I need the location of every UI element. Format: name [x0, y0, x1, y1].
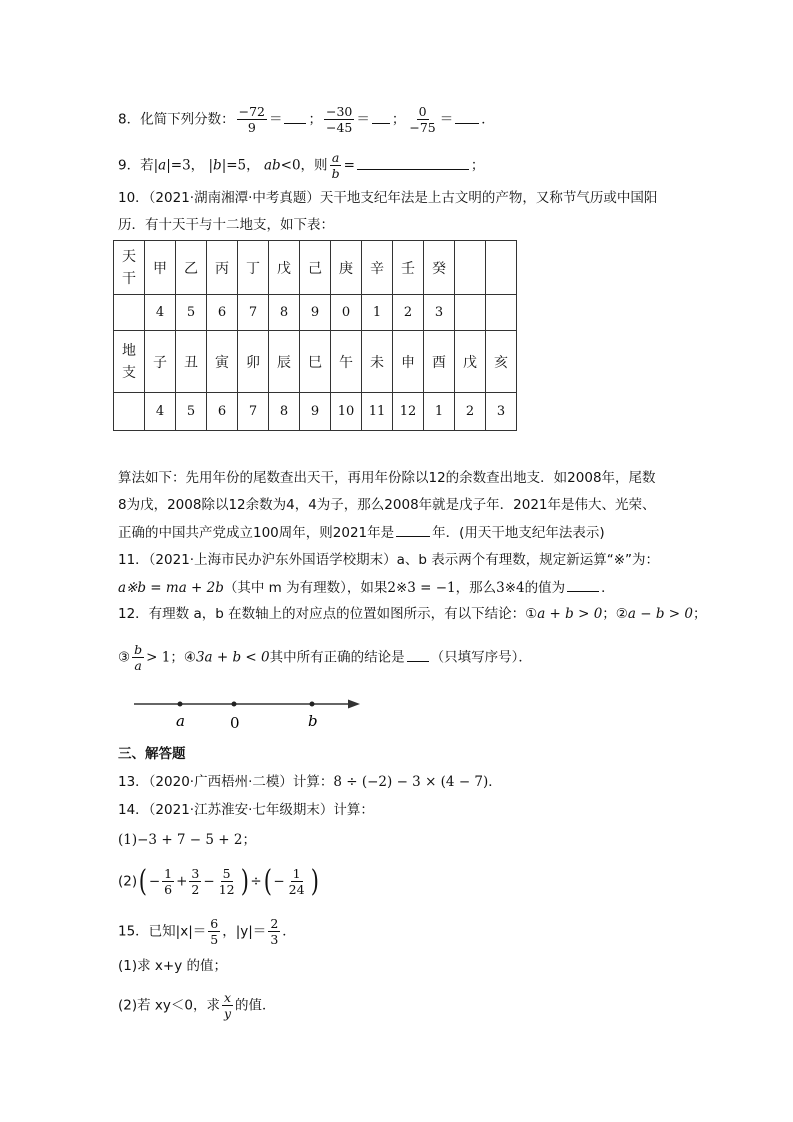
q10-algo-2: 8为戊，2008除以12余数为4，4为子，那么2008年就是戊子年．2021年是伟大、光荣、: [118, 497, 656, 513]
q11-line-1: 11．（2021·上海市民办沪东外国语学校期末）a、b 表示两个有理数，规定新运算“※”为：: [118, 552, 660, 568]
answer-blank[interactable]: [455, 109, 479, 124]
axis-arrow: [348, 700, 360, 709]
q12-line-2: ③ $\frac{b}{a}$ > 1；④3a + b < 0其中所有正确的结论是 （只填写序号）．: [118, 642, 532, 673]
q8-fraction-1: $\frac{-72}{9}$: [238, 104, 265, 135]
label-a: a: [176, 712, 185, 730]
answer-blank[interactable]: [357, 155, 469, 170]
point-a: [178, 702, 183, 707]
answer-blank[interactable]: [372, 109, 390, 124]
table-row: 4 5 6 7 8 9 0 1 2 3: [114, 295, 517, 331]
label-0: 0: [230, 714, 240, 732]
q10-line-2: 历．有十天干与十二地支，如下表：: [118, 217, 334, 233]
q12-fraction: $\frac{b}{a}$: [134, 642, 143, 673]
point-0: [232, 702, 237, 707]
q11-line-2: a※b = ma + 2b（其中 m 为有理数），如果2※3 = −1，那么3※4的值为 ．: [118, 577, 615, 598]
table-row: 天干 甲 乙 丙 丁 戊 己 庚 辛 壬 癸: [114, 241, 517, 295]
point-b: [310, 702, 315, 707]
q10-line-1: 10．（2021·湖南湘潭·中考真题）天干地支纪年法是上古文明的产物，又称节气历或中国阳: [118, 190, 658, 206]
answer-blank[interactable]: [567, 577, 599, 592]
q14-part-2: (2)( − $\frac{1}{6}$ + $\frac{3}{2}$ − $\frac{5}{12}$ ) ÷( − $\frac{1}{24}$ ): [118, 863, 319, 899]
answer-blank[interactable]: [407, 647, 429, 662]
q14-line-1: 14．（2021·江苏淮安·七年级期末）计算：: [118, 802, 374, 818]
q8-fraction-3: $\frac{0}{-75}$: [409, 104, 436, 135]
question-13: 13．（2020·广西梧州·二模）计算：8 ÷ (−2) − 3 × (4 − 7)．: [118, 774, 502, 790]
q8-fraction-2: $\frac{-30}{-45}$: [325, 104, 353, 135]
q10-algo-3: 正确的中国共产党成立100周年，则2021年是 年．(用天干地支纪年法表示): [118, 522, 605, 543]
answer-blank[interactable]: [396, 522, 430, 537]
label-b: b: [308, 712, 318, 730]
q9-fraction: $\frac{a}{b}$: [331, 150, 340, 181]
table-row: 地支 子 丑 寅 卯 辰 巳 午 未 申 酉 戊 亥: [114, 331, 517, 393]
question-15: 15．已知|x|＝ $\frac{6}{5}$ ，|y|＝ $\frac{2}{3}$ ．: [118, 916, 296, 947]
section-title: 三、解答题: [118, 746, 186, 762]
question-8: 8．化简下列分数： $\frac{-72}{9}$ ＝ ； $\frac{-30}{-45}$ ＝ ； $\frac{0}{-75}$ ＝ ．: [118, 104, 495, 135]
q10-algo-1: 算法如下：先用年份的尾数查出天干，再用年份除以12的余数查出地支．如2008年，尾数: [118, 470, 656, 486]
q12-line-1: 12．有理数 a，b 在数轴上的对应点的位置如图所示，有以下结论：①a + b > 0；②a − b > 0；: [118, 606, 707, 622]
q8-text: 8．化简下列分数：: [118, 111, 235, 128]
tiangan-dizhi-table: [113, 240, 517, 431]
table-row: 4 5 6 7 8 9 10 11 12 1 2 3: [114, 393, 517, 431]
question-9: 9．若|a|=3， |b|=5， ab<0，则 $\frac{a}{b}$ = ；: [118, 150, 485, 181]
answer-blank[interactable]: [284, 109, 306, 124]
q14-part-1: (1)−3 + 7 − 5 + 2；: [118, 832, 256, 848]
number-line: [128, 690, 368, 736]
q15-part-1: (1)求 x+y 的值；: [118, 958, 227, 974]
q15-part-2: (2)若 xy＜0，求 $\frac{x}{y}$ 的值．: [118, 990, 276, 1021]
